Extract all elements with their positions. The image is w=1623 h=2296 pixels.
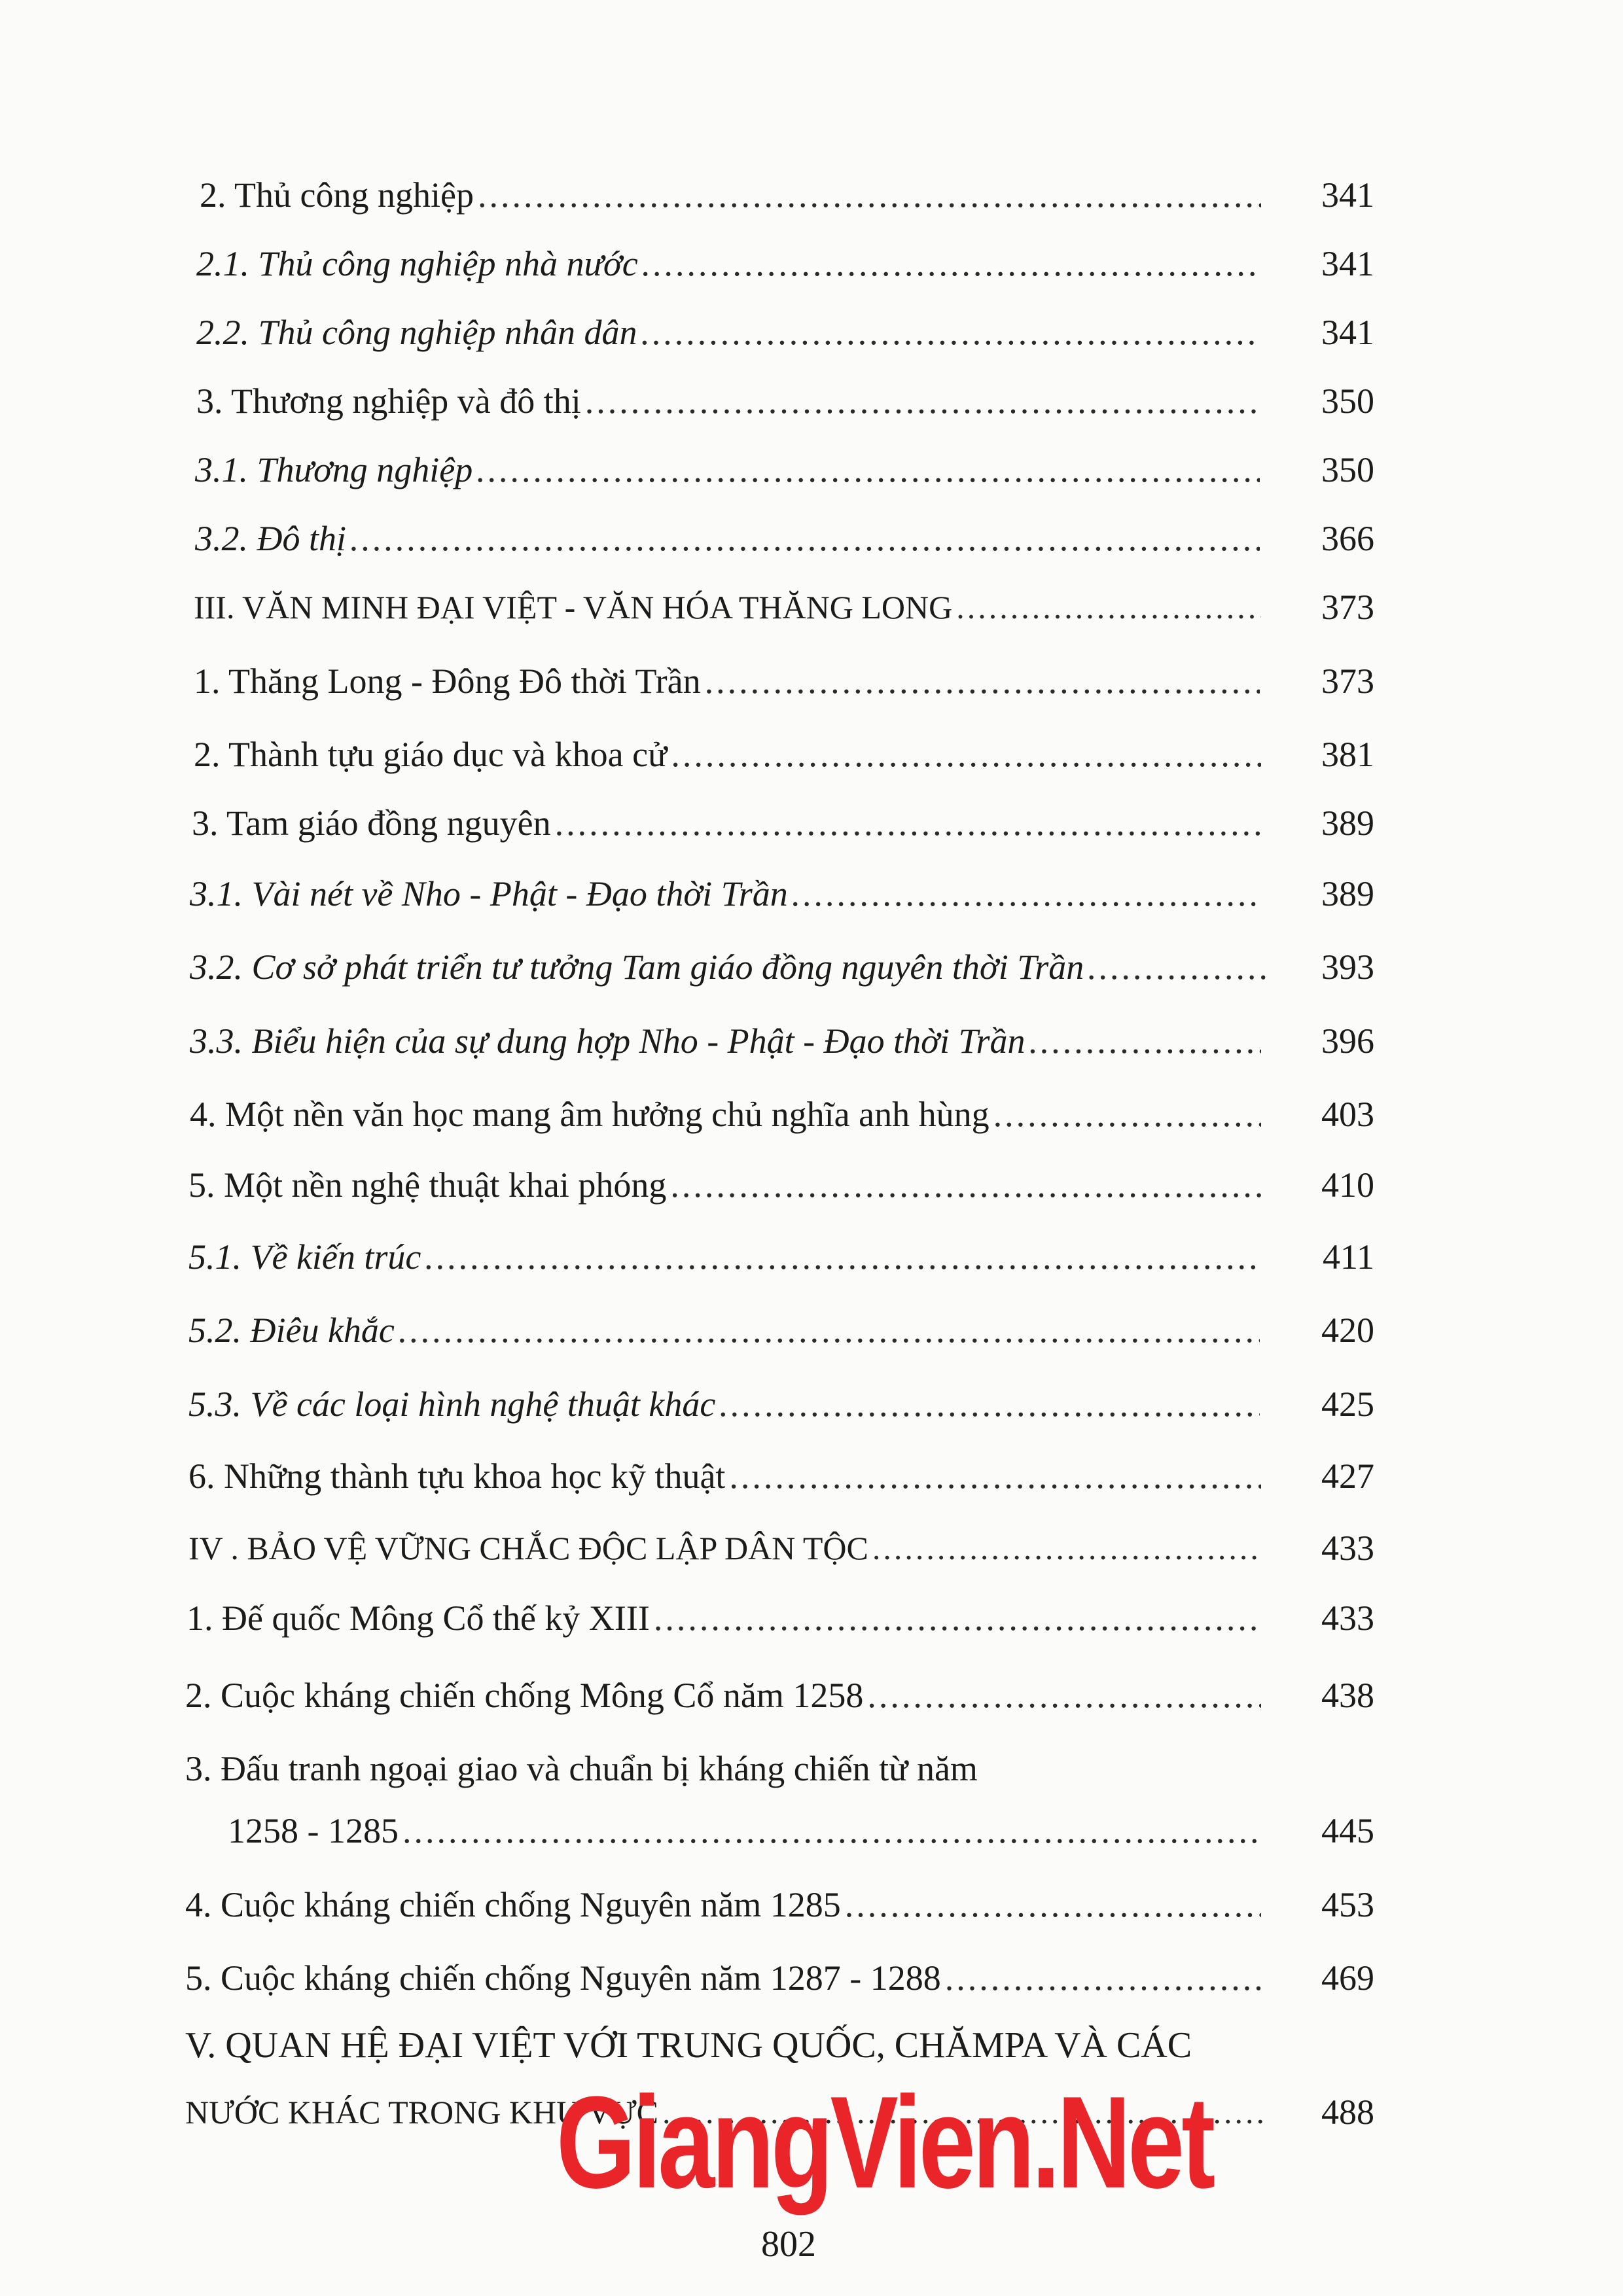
toc-entry-page: 445 xyxy=(1321,1811,1374,1850)
dot-leader xyxy=(993,1088,1261,1140)
toc-entry-label: 2. Cuộc kháng chiến chống Mông Cổ năm 1258 xyxy=(185,1676,864,1715)
toc-entry-label: 1258 - 1285 xyxy=(228,1811,399,1850)
toc-entry-page: 381 xyxy=(1321,735,1374,774)
toc-entry-label: III. VĂN MINH ĐẠI VIỆT - VĂN HÓA THĂNG LONG xyxy=(194,589,953,626)
toc-entry-label: 3.1. Thương nghiệp xyxy=(195,450,473,489)
toc-entry-label: 3.1. Vài nét về Nho - Phật - Đạo thời Trần xyxy=(190,874,788,913)
toc-entry-label: 1. Thăng Long - Đông Đô thời Trần xyxy=(194,662,701,701)
dot-leader xyxy=(654,1592,1261,1644)
toc-entry xyxy=(0,1088,1623,1140)
toc-entry xyxy=(0,868,1623,920)
toc-entry xyxy=(0,655,1623,707)
toc-entry-page: 433 xyxy=(1321,1598,1374,1638)
toc-entry-label: 4. Cuộc kháng chiến chống Nguyên năm 1285 xyxy=(185,1885,841,1924)
toc-entry-label: 5.2. Điêu khắc xyxy=(188,1311,395,1350)
toc-entry-page: 389 xyxy=(1321,804,1374,843)
toc-entry-page: 453 xyxy=(1321,1885,1374,1924)
toc-entry-page: 433 xyxy=(1321,1528,1374,1568)
dot-leader xyxy=(671,728,1261,781)
toc-section-heading xyxy=(0,2019,1623,2072)
toc-entry xyxy=(0,941,1623,993)
toc-entry-page: 350 xyxy=(1321,450,1374,489)
toc-entry xyxy=(0,1159,1623,1211)
toc-entry xyxy=(0,169,1623,221)
toc-entry xyxy=(0,306,1623,359)
dot-leader xyxy=(585,375,1261,427)
toc-entry-page: 393 xyxy=(1321,947,1374,987)
toc-entry xyxy=(0,1378,1623,1430)
toc-entry-page: 410 xyxy=(1321,1165,1374,1205)
toc-entry xyxy=(0,1805,1623,1857)
page-number: 802 xyxy=(761,2224,816,2265)
dot-leader xyxy=(792,868,1261,920)
dot-leader xyxy=(478,169,1261,221)
toc-entry-page: 366 xyxy=(1321,519,1374,558)
dot-leader xyxy=(425,1231,1261,1283)
dot-leader xyxy=(670,1159,1261,1211)
dot-leader xyxy=(555,797,1261,849)
toc-entry xyxy=(0,512,1623,565)
toc-entry xyxy=(0,444,1623,496)
dot-leader xyxy=(402,1805,1261,1857)
dot-leader xyxy=(945,1952,1261,2004)
toc-entry-page: 341 xyxy=(1321,244,1374,283)
toc-entry-page: 420 xyxy=(1321,1311,1374,1350)
toc-section-heading xyxy=(0,1522,1623,1574)
toc-entry xyxy=(0,728,1623,781)
toc-entry xyxy=(0,1742,1623,1795)
toc-entry-label: V. QUAN HỆ ĐẠI VIỆT VỚI TRUNG QUỐC, CHĂMPA VÀ CÁC xyxy=(185,2025,1192,2066)
toc-entry-page: 373 xyxy=(1321,588,1374,627)
dot-leader xyxy=(350,512,1260,565)
dot-leader xyxy=(1029,1015,1261,1067)
toc-entry-page: 389 xyxy=(1321,874,1374,913)
dot-leader xyxy=(867,1669,1261,1722)
toc-entry-page: 438 xyxy=(1321,1676,1374,1715)
toc-entry-page: 425 xyxy=(1321,1385,1374,1424)
toc-entry-label: 3. Tam giáo đồng nguyên xyxy=(192,804,551,843)
toc-entry-label: IV . BẢO VỆ VỮNG CHẮC ĐỘC LẬP DÂN TỘC xyxy=(188,1530,868,1566)
toc-entry-label: NƯỚC KHÁC TRONG KHU VỰC xyxy=(185,2094,659,2130)
dot-leader xyxy=(1088,941,1270,993)
toc-entry xyxy=(0,238,1623,290)
toc-entry-label: 2.2. Thủ công nghiệp nhân dân xyxy=(196,313,637,352)
toc-entry-page: 350 xyxy=(1321,381,1374,421)
toc-entry-page: 341 xyxy=(1321,175,1374,215)
toc-entry-label: 5.3. Về các loại hình nghệ thuật khác xyxy=(188,1385,716,1424)
toc-entry-page: 488 xyxy=(1321,2093,1374,2132)
toc-entry xyxy=(0,1450,1623,1502)
dot-leader xyxy=(399,1304,1260,1356)
dot-leader xyxy=(641,306,1260,359)
dot-leader xyxy=(642,238,1260,290)
toc-entry-label: 3.2. Cơ sở phát triển tư tưởng Tam giáo đồng nguyên thời Trần xyxy=(190,947,1084,987)
toc-entry-label: 3. Thương nghiệp và đô thị xyxy=(196,381,581,421)
toc-entry-page: 411 xyxy=(1323,1237,1374,1277)
toc-entry-label: 5. Một nền nghệ thuật khai phóng xyxy=(188,1165,667,1205)
toc-entry-label: 4. Một nền văn học mang âm hưởng chủ nghĩa anh hùng xyxy=(190,1095,990,1134)
dot-leader xyxy=(872,1522,1262,1574)
toc-entry xyxy=(0,1015,1623,1067)
toc-entry-page: 427 xyxy=(1321,1457,1374,1496)
toc-entry-label: 1. Đế quốc Mông Cổ thế kỷ XIII xyxy=(187,1598,650,1638)
toc-entry-page: 403 xyxy=(1321,1095,1374,1134)
toc-entry-label: 5.1. Về kiến trúc xyxy=(188,1237,421,1277)
toc-entry xyxy=(0,1304,1623,1356)
toc-entry-label: 3.3. Biểu hiện của sự dung hợp Nho - Phật - Đạo thời Trần xyxy=(190,1021,1026,1061)
toc-entry-label: 2. Thủ công nghiệp xyxy=(200,175,474,215)
toc-entry xyxy=(0,797,1623,849)
dot-leader xyxy=(956,581,1261,633)
toc-entry-page: 341 xyxy=(1321,313,1374,352)
toc-entry xyxy=(0,1669,1623,1722)
toc-entry xyxy=(0,375,1623,427)
dot-leader xyxy=(729,1450,1261,1502)
toc-entry-label: 3.2. Đô thị xyxy=(195,519,347,558)
toc-entry-page: 373 xyxy=(1321,662,1374,701)
dot-leader xyxy=(476,444,1260,496)
dot-leader xyxy=(845,1879,1261,1931)
toc-entry-label: 2. Thành tựu giáo dục và khoa cử xyxy=(194,735,668,774)
dot-leader xyxy=(705,655,1260,707)
dot-leader xyxy=(719,1378,1260,1430)
toc-entry xyxy=(0,1231,1623,1283)
toc-entry-label: 6. Những thành tựu khoa học kỹ thuật xyxy=(188,1457,726,1496)
toc-entry xyxy=(0,1879,1623,1931)
toc-entry xyxy=(0,1592,1623,1644)
toc-section-heading xyxy=(0,581,1623,633)
toc-entry-label: 3. Đấu tranh ngoại giao và chuẩn bị kháng chiến từ năm xyxy=(185,1749,978,1788)
toc-entry-page: 396 xyxy=(1321,1021,1374,1061)
toc-entry-page: 469 xyxy=(1321,1958,1374,1998)
watermark-logo: GiangVien.Net xyxy=(556,2070,1213,2216)
toc-entry-label: 5. Cuộc kháng chiến chống Nguyên năm 1287 - 1288 xyxy=(185,1958,941,1998)
toc-entry xyxy=(0,1952,1623,2004)
toc-entry-label: 2.1. Thủ công nghiệp nhà nước xyxy=(196,244,638,283)
